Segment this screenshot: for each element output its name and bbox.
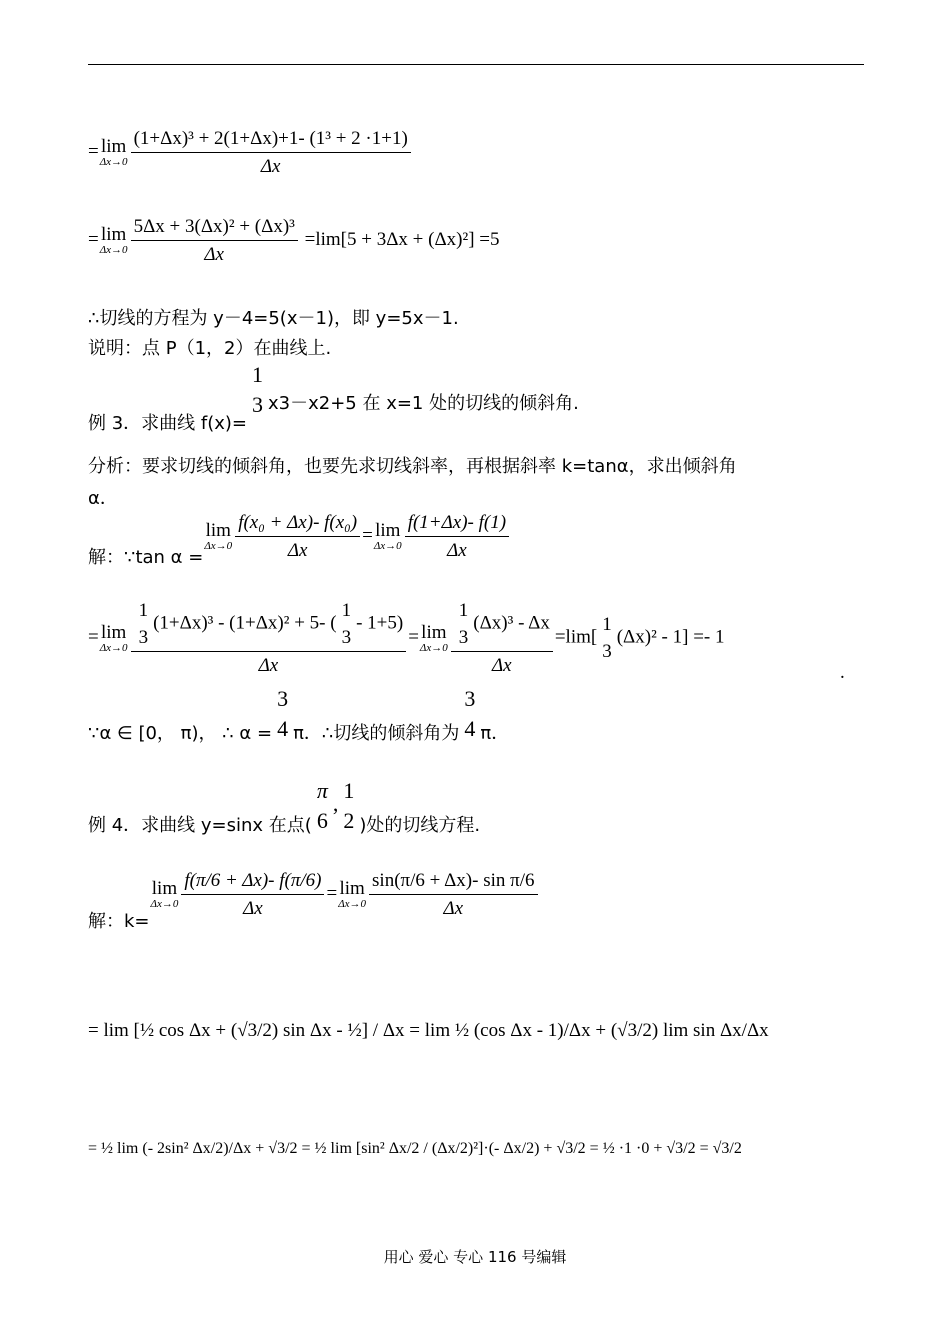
example-3: 例 3．求曲线 f(x)= 1 3 x3－x2+5 在 x=1 处的切线的倾斜角. — [88, 362, 579, 434]
equation-1: = lim Δx→0 $\frac{\text{(1+Δx)³ + 2(1+Δx)+1- (1³ + 2 ·1+1)}}{\Delta x}$ — [88, 128, 413, 178]
header-rule — [88, 64, 864, 65]
solution-4-line-2: = lim [½ cos Δx + (√3/2) sin Δx - ½] / Δx = lim ½ (cos Δx - 1)/Δx + (√3/2) lim sin Δx/Δx — [88, 1020, 769, 1041]
equation-2: = lim Δx→0 $\frac{\text{5Δx + 3(Δx)² + (Δx)³}}{\Delta x}$ =lim[5 + 3Δx + (Δx)²] =5 — [88, 216, 500, 265]
solution-4-line-3: = ½ lim (- 2sin² Δx/2)/Δx + √3/2 = ½ lim [sin² Δx/2 / (Δx/2)²]·(- Δx/2) + √3/2 = ½ ·1 ·0 + √3/2 = √3/2 — [88, 1140, 742, 1157]
analysis-line-1: 分析：要求切线的倾斜角，也要先求切线斜率，再根据斜率 k=tanα，求出倾斜角 — [88, 456, 737, 477]
page-footer: 用心 爱心 专心 116 号编辑 — [383, 1248, 567, 1266]
solution-3-line-1: 解：∵tan α = lim Δx→0 $\frac{\text{f(x₀ + Δx)- f(x₀)}}{\Delta x}$ = lim Δx→0 $\frac{f(1+\Delta x)- f(1)}{\Delta x}$ — [88, 512, 511, 562]
tangent-equation-text: ∴切线的方程为 y－4=5(x－1)，即 y=5x－1. — [88, 308, 459, 329]
note-text: 说明：点 P（1，2）在曲线上. — [88, 338, 332, 359]
solution-4-line-1: 解：k= lim Δx→0 $\frac{f(\pi/6 + \Delta x)- f(\pi/6)}{\Delta x}$ = lim Δx→0 $\frac{\text{sin(π/6 + Δx)- sin π/6}}{\Delta x}$ — [88, 870, 540, 920]
solution-3-trailing-dot: . — [840, 662, 845, 683]
alpha-line: ∵α ∈ [0， π)， ∴ α = 3 4 π．∴切线的倾斜角为 3 4 π． — [88, 686, 510, 744]
solution-3-line-2: = lim Δx→0 1 3 (1+Δx)³ - (1+Δx)² + 5- ( 1 3 - 1+5) Δx = lim Δx→0 1 3 (Δx)³ - Δx Δx =lim[ 1 3 (Δx)² - 1] =- 1 — [88, 600, 725, 676]
analysis-line-2: α． — [88, 488, 118, 509]
example-4: 例 4．求曲线 y=sinx 在点( π 6 , 1 2 )处的切线方程. — [88, 778, 481, 836]
